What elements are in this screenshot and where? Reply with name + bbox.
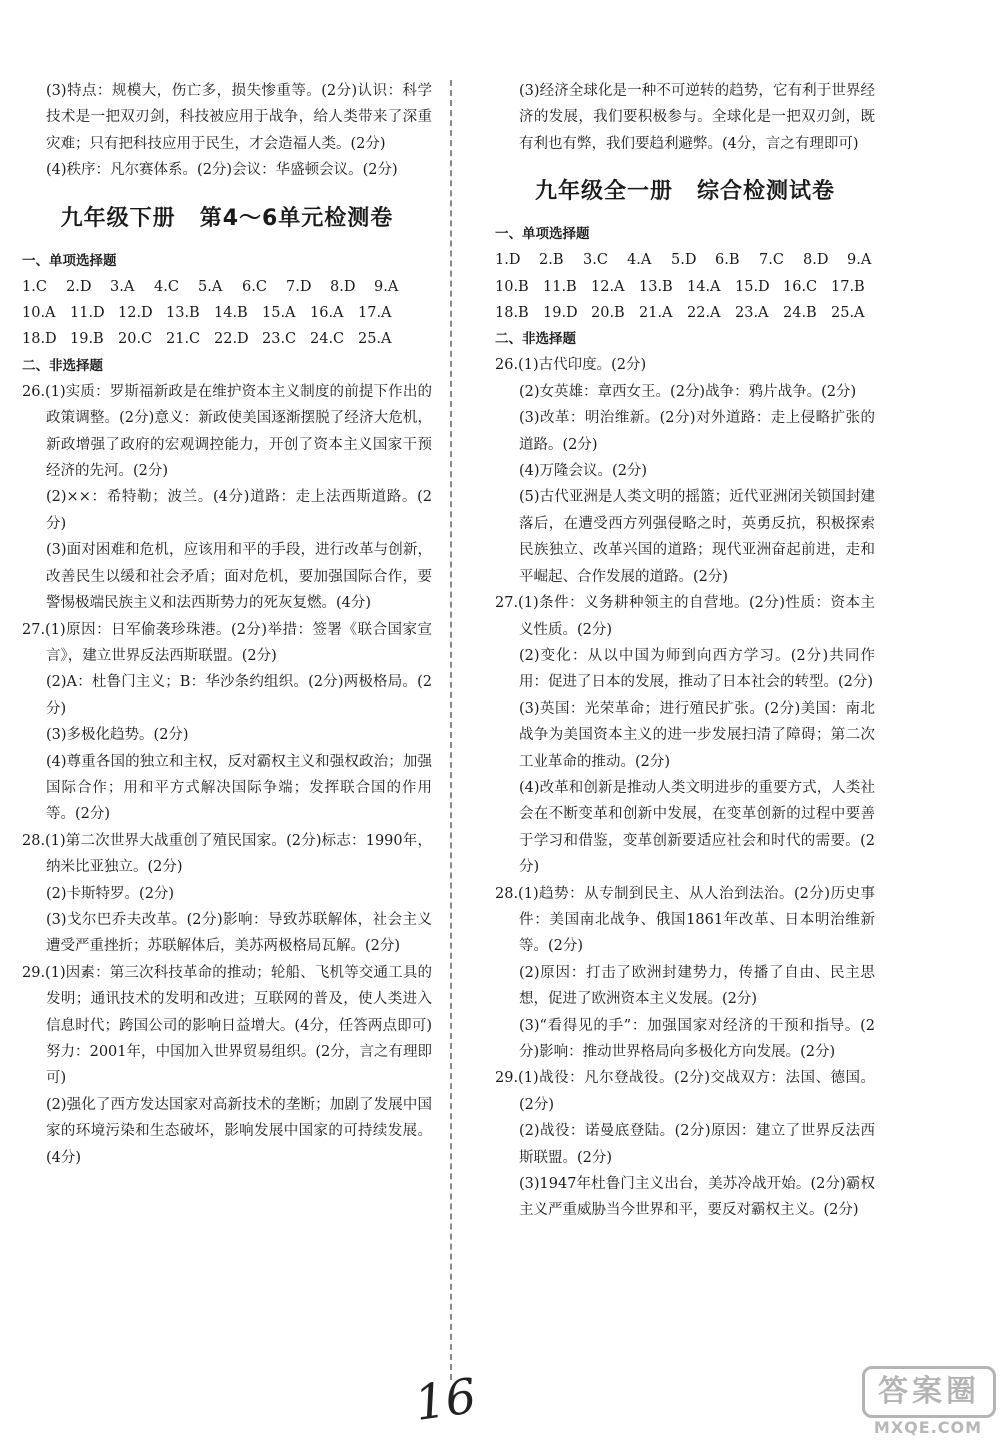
mc-answer: 12.A xyxy=(591,278,625,295)
column-divider xyxy=(450,80,452,1380)
mc-answer: 13.B xyxy=(639,278,673,295)
answer-paragraph: (3)经济全球化是一种不可逆转的趋势，它有利于世界经济的发展，我们要积极参与。全球化是一把双刃剑，既有利也有弊，我们要趋利避弊。(4分，言之有理即可) xyxy=(519,83,875,152)
mc-answer-row xyxy=(22,300,432,326)
mc-answers xyxy=(22,274,432,353)
sub-answer: (2)××：希特勒；波兰。(4分)道路：走上法西斯道路。(2分) xyxy=(46,489,432,532)
mc-answer: 8.D xyxy=(330,278,356,295)
mc-answer-row xyxy=(22,326,432,352)
mc-answer: 6.B xyxy=(715,252,740,269)
mc-answer: 15.D xyxy=(735,278,770,295)
sub-answer: (2)强化了西方发达国家对高新技术的垄断；加剧了发展中国家的环境污染和生态破坏，影响发展中国家的可持续发展。(4分) xyxy=(46,1096,432,1166)
mc-answer: 21.A xyxy=(639,305,673,322)
mc-answer: 18.B xyxy=(495,305,529,322)
mc-answer-row xyxy=(495,274,875,300)
mc-answer-row xyxy=(495,247,875,273)
mc-answer: 16.A xyxy=(310,305,344,322)
question-answer: 26.(1)实质：罗斯福新政是在维护资本主义制度的前提下作出的政策调整。(2分)意义：新政使美国逐渐摆脱了经济大危机，新政增强了政府的宏观调控能力，开创了资本主义国家干预经济的先河。(2分) xyxy=(22,383,432,480)
question-answer: 29.(1)战役：凡尔登战役。(2分)交战双方：法国、德国。(2分) xyxy=(495,1070,875,1113)
mc-answer: 19.B xyxy=(70,331,104,348)
mc-answer: 4.C xyxy=(154,278,179,295)
open-answers xyxy=(22,379,432,1171)
mc-answer: 9.A xyxy=(847,252,872,269)
mc-answers xyxy=(495,247,875,326)
sub-answer: (3)改革：明治维新。(2分)对外道路：走上侵略扩张的道路。(2分) xyxy=(519,410,875,453)
mc-answer: 3.C xyxy=(583,252,608,269)
mc-answer-row xyxy=(22,274,432,300)
sub-answer: (4)万隆会议。(2分) xyxy=(519,463,648,480)
mc-heading: 一、单项选择题 xyxy=(495,226,590,243)
mc-answer: 4.A xyxy=(627,252,652,269)
sub-answer: (2)女英雄：章西女王。(2分)战争：鸦片战争。(2分) xyxy=(519,383,857,400)
question-answer: 29.(1)因素：第三次科技革命的推动；轮船、飞机等交通工具的发明；通讯技术的发明和改进；互联网的普及，使人类进入信息时代；跨国公司的影响日益增大。(4分，任答两点即可)努力：2001年，中国加入世界贸易组织。(2分，言之有理即可) xyxy=(22,964,432,1087)
mc-answer: 2.B xyxy=(539,252,564,269)
mc-answer: 13.B xyxy=(166,305,200,322)
answer-paragraph: (3)特点：规模大，伤亡多，损失惨重等。(2分)认识：科学技术是一把双刃剑，科技被应用于战争，给人类带来了深重灾难；只有把科技应用于民生，才会造福人类。(2分) xyxy=(46,83,432,152)
mc-answer: 25.A xyxy=(831,305,865,322)
mc-heading: 一、单项选择题 xyxy=(22,252,117,269)
title-grade-part: 九年级全一册 xyxy=(534,179,673,205)
mc-answer: 8.D xyxy=(803,252,829,269)
mc-answer: 25.A xyxy=(358,331,392,348)
section-title-comprehensive-test xyxy=(495,177,875,207)
mc-answer-row xyxy=(495,300,875,326)
mc-answer: 22.D xyxy=(214,331,249,348)
mc-answer: 7.C xyxy=(759,252,784,269)
open-heading: 二、非选择题 xyxy=(22,357,103,374)
left-column xyxy=(22,78,432,1171)
title-test-name: 综合检测试卷 xyxy=(697,179,836,205)
mc-answer: 21.C xyxy=(166,331,201,348)
mc-answer: 10.B xyxy=(495,278,529,295)
mc-answer: 3.A xyxy=(110,278,135,295)
title-test-name: 第4～6单元检测卷 xyxy=(199,205,394,231)
question-answer: 28.(1)第二次世界大战重创了殖民国家。(2分)标志：1990年，纳米比亚独立。(2分) xyxy=(22,832,432,876)
mc-answer: 20.B xyxy=(591,305,625,322)
question-answer: 27.(1)条件：义务耕种领主的自营地。(2分)性质：资本主义性质。(2分) xyxy=(495,595,875,638)
sub-answer: (3)英国：光荣革命；进行殖民扩张。(2分)美国：南北战争为美国资本主义的进一步发展扫清了障碍；第二次工业革命的推动。(2分) xyxy=(519,700,875,770)
question-answer: 26.(1)古代印度。(2分) xyxy=(495,357,647,374)
mc-answer: 23.A xyxy=(735,305,769,322)
mc-answer: 1.C xyxy=(22,278,47,295)
handwritten-page-number: 16 xyxy=(411,1368,480,1432)
mc-answer: 18.D xyxy=(22,331,57,348)
mc-answer: 16.C xyxy=(783,278,818,295)
right-column xyxy=(495,78,875,1224)
sub-answer: (3)“看得见的手”：加强国家对经济的干预和指导。(2分)影响：推动世界格局向多极化方向发展。(2分) xyxy=(519,1017,875,1060)
open-answers xyxy=(495,352,875,1223)
mc-answer: 5.A xyxy=(198,278,223,295)
open-heading: 二、非选择题 xyxy=(495,331,576,348)
sub-answer: (3)面对困难和危机，应该用和平的手段，进行改革与创新，改善民生以缓和社会矛盾；面对危机，要加强国际合作，要警惕极端民族主义和法西斯势力的死灰复燃。(4分) xyxy=(46,542,432,612)
mc-answer: 12.D xyxy=(118,305,153,322)
right-continued-answers xyxy=(495,78,875,157)
sub-answer: (2)变化：从以中国为师到向西方学习。(2分)共同作用：促进了日本的发展，推动了日本社会的转型。(2分) xyxy=(519,647,875,691)
mc-answer: 20.C xyxy=(118,331,153,348)
mc-answer: 24.C xyxy=(310,331,345,348)
question-answer: 27.(1)原因：日军偷袭珍珠港。(2分)举措：签署《联合国家宣言》，建立世界反法西斯联盟。(2分) xyxy=(22,621,432,664)
mc-answer: 23.C xyxy=(262,331,297,348)
mc-answer: 11.D xyxy=(70,305,105,322)
question-answer: 28.(1)趋势：从专制到民主、从人治到法治。(2分)历史事件：美国南北战争、俄国1861年改革、日本明治维新等。(2分) xyxy=(495,885,875,955)
sub-answer: (3)戈尔巴乔夫改革。(2分)影响：导致苏联解体，社会主义遭受严重挫折；苏联解体后，美苏两极格局瓦解。(2分) xyxy=(46,911,432,955)
mc-answer: 19.D xyxy=(543,305,578,322)
sub-answer: (2)A：杜鲁门主义；B：华沙条约组织。(2分)两极格局。(2分) xyxy=(46,674,432,717)
left-continued-answers xyxy=(22,78,432,184)
title-grade-part: 九年级下册 xyxy=(60,205,176,231)
mc-answer: 2.D xyxy=(66,278,92,295)
mc-answer: 14.B xyxy=(214,305,248,322)
watermark-url: MXQE.COM xyxy=(873,1418,983,1437)
answer-paragraph: (4)秩序：凡尔赛体系。(2分)会议：华盛顿会议。(2分) xyxy=(46,162,398,179)
mc-answer: 5.D xyxy=(671,252,697,269)
mc-answer: 14.A xyxy=(687,278,721,295)
mc-answer: 6.C xyxy=(242,278,267,295)
sub-answer: (3)多极化趋势。(2分) xyxy=(46,727,189,744)
watermark-logo: 答案圈 xyxy=(862,1366,996,1418)
mc-answer: 22.A xyxy=(687,305,721,322)
mc-answer: 17.B xyxy=(831,278,865,295)
mc-answer: 17.A xyxy=(358,305,392,322)
sub-answer: (2)卡斯特罗。(2分) xyxy=(46,885,175,902)
sub-answer: (2)原因：打击了欧洲封建势力，传播了自由、民主思想，促进了欧洲资本主义发展。(2分) xyxy=(519,964,875,1008)
mc-answer: 10.A xyxy=(22,305,56,322)
sub-answer: (3)1947年杜鲁门主义出台，美苏冷战开始。(2分)霸权主义严重威胁当今世界和平，要反对霸权主义。(2分) xyxy=(519,1176,875,1219)
mc-answer: 24.B xyxy=(783,305,817,322)
mc-answer: 9.A xyxy=(374,278,399,295)
mc-answer: 15.A xyxy=(262,305,296,322)
sub-answer: (4)改革和创新是推动人类文明进步的重要方式，人类社会在不断变革和创新中发展，在变革创新的过程中要善于学习和借鉴，变革创新要适应社会和时代的需要。(2分) xyxy=(519,779,875,876)
section-title-unit-test xyxy=(22,204,432,234)
mc-answer: 1.D xyxy=(495,252,521,269)
mc-answer: 11.B xyxy=(543,278,577,295)
sub-answer: (5)古代亚洲是人类文明的摇篮；近代亚洲闭关锁国封建落后，在遭受西方列强侵略之时，英勇反抗，积极探索民族独立、改革兴国的道路；现代亚洲奋起前进，走和平崛起、合作发展的道路。(2分) xyxy=(519,489,875,585)
sub-answer: (2)战役：诺曼底登陆。(2分)原因：建立了世界反法西斯联盟。(2分) xyxy=(519,1123,875,1166)
sub-answer: (4)尊重各国的独立和主权，反对霸权主义和强权政治；加强国际合作；用和平方式解决国际争端；发挥联合国的作用等。(2分) xyxy=(46,753,432,823)
mc-answer: 7.D xyxy=(286,278,312,295)
